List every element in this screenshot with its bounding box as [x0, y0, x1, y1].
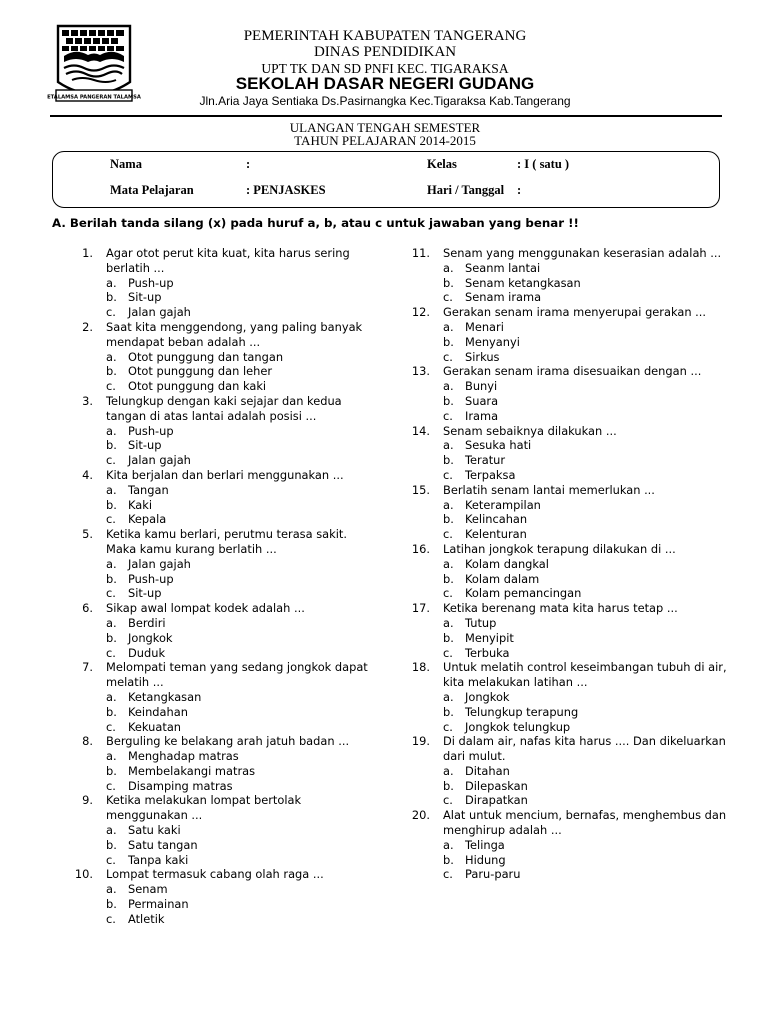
nama-label: Nama [110, 157, 142, 171]
answer-option[interactable] [395, 498, 730, 513]
option-text: Jongkok [465, 689, 510, 704]
option-text: Senam irama [465, 290, 542, 305]
question-text [58, 527, 378, 557]
option-letter: c. [106, 586, 116, 601]
answer-option[interactable] [395, 350, 730, 365]
option-letter: c. [106, 778, 116, 793]
answer-option[interactable] [395, 867, 730, 882]
question-number: 20. [411, 808, 430, 823]
question-item [395, 542, 730, 601]
option-text: Menyanyi [465, 334, 520, 349]
option-letter: b. [443, 778, 454, 793]
question-number: 17. [411, 601, 430, 616]
question-text [395, 305, 730, 320]
option-text: Menghadap matras [128, 749, 239, 764]
option-letter: b. [443, 571, 454, 586]
question-item [395, 734, 730, 808]
answer-option[interactable] [58, 823, 378, 838]
question-prompt: Gerakan senam irama menyerupai gerakan ... [443, 305, 707, 320]
answer-option[interactable] [395, 453, 730, 468]
question-number: 11. [411, 246, 430, 260]
option-text: Push-up [128, 423, 174, 438]
option-text: Senam [128, 882, 168, 897]
question-prompt: Lompat termasuk cabang olah raga ... [106, 867, 324, 882]
question-item [395, 483, 730, 542]
answer-option[interactable] [395, 646, 730, 661]
answer-option[interactable] [395, 468, 730, 483]
option-text: Dilepaskan [465, 778, 528, 793]
option-letter: c. [443, 349, 453, 364]
option-text: Hidung [465, 852, 506, 867]
option-letter: c. [443, 290, 453, 305]
question-item [58, 246, 378, 320]
option-letter: c. [106, 911, 116, 926]
option-letter: b. [106, 897, 117, 912]
question-prompt: Berlatih senam lantai memerlukan ... [443, 482, 655, 497]
option-text: Disamping matras [128, 778, 233, 793]
answer-option[interactable] [395, 335, 730, 350]
mapel-value: : PENJASKES [246, 183, 326, 197]
option-letter: a. [106, 275, 117, 290]
option-letter: c. [443, 719, 453, 734]
option-letter: c. [443, 793, 453, 808]
option-text: Kaki [128, 497, 153, 512]
answer-option[interactable] [58, 305, 378, 320]
question-text [395, 246, 730, 261]
question-item [395, 246, 730, 305]
option-letter: b. [106, 364, 117, 379]
kelas-value: : I ( satu ) [517, 157, 570, 171]
option-text: Ketangkasan [128, 689, 202, 704]
option-text: Otot punggung dan leher [128, 364, 273, 379]
option-text: Paru-paru [465, 867, 521, 882]
answer-option[interactable] [58, 586, 378, 601]
answer-option[interactable] [395, 838, 730, 853]
question-item [58, 660, 378, 734]
answer-option[interactable] [58, 276, 378, 291]
option-text: Tanpa kaki [128, 852, 189, 867]
option-letter: b. [443, 393, 454, 408]
question-prompt: Alat untuk mencium, bernafas, menghembus dan menghirup adalah ... [443, 808, 727, 838]
option-letter: a. [106, 823, 117, 838]
option-text: Bunyi [465, 379, 498, 394]
option-text: Kelenturan [465, 527, 527, 542]
question-text [58, 394, 378, 424]
mapel-label: Mata Pelajaran [110, 183, 194, 197]
answer-option[interactable] [58, 379, 378, 394]
option-letter: a. [443, 379, 454, 394]
school-address: Jln.Aria Jaya Sentiaka Ds.Pasirnangka Kec.Tigaraksa Kab.Tangerang [199, 94, 571, 108]
option-letter: c. [106, 305, 116, 320]
option-letter: c. [106, 852, 116, 867]
question-text [58, 601, 378, 616]
option-letter: a. [106, 882, 117, 897]
question-prompt: Sikap awal lompat kodek adalah ... [106, 601, 305, 616]
answer-option[interactable] [395, 853, 730, 868]
question-prompt: Agar otot perut kita kuat, kita harus sering berlatih ... [106, 246, 350, 275]
question-number: 12. [411, 305, 430, 320]
answer-option[interactable] [58, 557, 378, 572]
answer-option[interactable] [58, 364, 378, 379]
answer-option[interactable] [58, 897, 378, 912]
option-text: Ditahan [465, 763, 510, 778]
option-text: Menyipit [465, 630, 514, 645]
question-number: 9. [82, 793, 93, 808]
answer-option[interactable] [395, 527, 730, 542]
answer-option[interactable] [58, 616, 378, 631]
school-name: SEKOLAH DASAR NEGERI GUDANG [235, 74, 535, 93]
option-text: Tutup [465, 615, 497, 630]
option-letter: b. [106, 438, 117, 453]
option-text: Sit-up [128, 586, 162, 601]
option-text: Atletik [128, 911, 165, 926]
question-text [395, 808, 730, 838]
question-number: 4. [82, 467, 93, 482]
question-number: 7. [82, 660, 93, 675]
district-emblem-logo [47, 22, 141, 106]
question-number: 18. [411, 660, 430, 675]
answer-option[interactable] [395, 261, 730, 276]
answer-option[interactable] [395, 616, 730, 631]
option-text: Keterampilan [465, 497, 541, 512]
question-prompt: Untuk melatih control keseimbangan tubuh di air, kita melakukan latihan ... [443, 660, 727, 690]
option-text: Terbuka [465, 645, 510, 660]
answer-option[interactable] [395, 320, 730, 335]
answer-option[interactable] [395, 512, 730, 527]
option-letter: a. [106, 556, 117, 571]
question-number: 5. [82, 527, 93, 542]
question-text [395, 542, 730, 557]
option-letter: c. [106, 645, 116, 660]
question-text [58, 468, 378, 483]
answer-option[interactable] [395, 438, 730, 453]
option-letter: a. [443, 556, 454, 571]
question-prompt: Telungkup dengan kaki sejajar dan kedua tangan di atas lantai adalah posisi ... [106, 393, 342, 423]
option-text: Kelincahan [465, 512, 528, 527]
question-text [58, 793, 378, 823]
question-number: 19. [411, 734, 430, 749]
option-letter: c. [443, 408, 453, 423]
question-prompt: Saat kita menggendong, yang paling banyak mendapat beban adalah ... [106, 319, 363, 349]
question-item [395, 601, 730, 660]
option-text: Kolam dalam [465, 571, 540, 586]
option-text: Otot punggung dan kaki [128, 379, 267, 394]
option-text: Kolam pemancingan [465, 586, 582, 601]
answer-option[interactable] [395, 793, 730, 808]
option-letter: c. [106, 719, 116, 734]
option-text: Jalan gajah [128, 305, 191, 320]
option-text: Irama [465, 408, 499, 423]
option-letter: a. [443, 763, 454, 778]
question-item [58, 320, 378, 394]
question-text [395, 364, 730, 379]
option-text: Sesuka hati [465, 438, 532, 453]
answer-option[interactable] [58, 779, 378, 794]
option-letter: a. [443, 837, 454, 852]
questions-column-left [58, 246, 378, 927]
option-text: Push-up [128, 275, 174, 290]
option-letter: c. [106, 512, 116, 527]
question-text [58, 867, 378, 882]
answer-option[interactable] [58, 690, 378, 705]
option-letter: c. [106, 453, 116, 468]
answer-option[interactable] [395, 557, 730, 572]
option-letter: b. [443, 334, 454, 349]
answer-option[interactable] [58, 424, 378, 439]
option-text: Menari [465, 319, 504, 334]
option-text: Telinga [465, 837, 505, 852]
question-text [58, 320, 378, 350]
kelas-label: Kelas [427, 157, 457, 171]
question-prompt: Latihan jongkok terapung dilakukan di ... [443, 541, 676, 556]
option-letter: a. [106, 423, 117, 438]
option-text: Tangan [128, 482, 169, 497]
option-letter: c. [106, 379, 116, 394]
option-text: Dirapatkan [465, 793, 528, 808]
option-letter: b. [106, 837, 117, 852]
answer-option[interactable] [58, 438, 378, 453]
option-text: Terpaksa [465, 467, 516, 482]
option-text: Kepala [128, 512, 167, 527]
question-prompt: Berguling ke belakang arah jatuh badan ... [106, 734, 350, 749]
option-text: Seanm lantai [465, 260, 541, 275]
answer-option[interactable] [395, 764, 730, 779]
option-letter: b. [106, 763, 117, 778]
answer-option[interactable] [395, 379, 730, 394]
answer-option[interactable] [58, 853, 378, 868]
answer-option[interactable] [58, 838, 378, 853]
option-letter: c. [443, 645, 453, 660]
option-text: Membelakangi matras [128, 763, 256, 778]
option-letter: a. [443, 689, 454, 704]
option-letter: b. [443, 852, 454, 867]
option-letter: c. [443, 467, 453, 482]
answer-option[interactable] [58, 705, 378, 720]
option-letter: c. [443, 867, 453, 882]
option-letter: b. [443, 704, 454, 719]
question-number: 15. [411, 482, 430, 497]
hari-label: Hari / Tanggal [427, 183, 505, 197]
option-letter: b. [106, 571, 117, 586]
letterhead-line-3: UPT TK DAN SD PNFI KEC. TIGARAKSA [261, 61, 509, 76]
option-letter: b. [443, 630, 454, 645]
exam-title: ULANGAN TENGAH SEMESTER [289, 120, 481, 135]
option-text: Senam ketangkasan [465, 275, 581, 290]
option-letter: b. [443, 453, 454, 468]
answer-option[interactable] [395, 705, 730, 720]
option-letter: b. [106, 704, 117, 719]
option-letter: b. [443, 512, 454, 527]
option-text: Berdiri [128, 615, 166, 630]
question-item [395, 660, 730, 734]
option-text: Jalan gajah [128, 453, 191, 468]
answer-option[interactable] [395, 690, 730, 705]
option-text: Sirkus [465, 349, 500, 364]
answer-option[interactable] [58, 290, 378, 305]
answer-option[interactable] [58, 453, 378, 468]
question-item [58, 601, 378, 660]
svg-text:ETALAMSA PANGERAN TALAMSA: ETALAMSA PANGERAN TALAMSA [47, 94, 141, 101]
question-text [395, 483, 730, 498]
answer-option[interactable] [58, 498, 378, 513]
option-text: Jongkok [128, 630, 173, 645]
option-text: Satu kaki [128, 823, 181, 838]
question-number: 3. [82, 393, 93, 408]
question-prompt: Melompati teman yang sedang jongkok dapat melatih ... [106, 660, 368, 690]
option-letter: b. [443, 275, 454, 290]
question-text [395, 424, 730, 439]
question-number: 14. [411, 423, 430, 438]
section-a-instruction: A. Berilah tanda silang (x) pada huruf a, b, atau c untuk jawaban yang benar !! [52, 216, 579, 230]
option-letter: a. [443, 260, 454, 275]
question-text [395, 734, 730, 764]
option-text: Permainan [128, 897, 189, 912]
option-text: Kekuatan [128, 719, 182, 734]
question-item [58, 867, 378, 926]
answer-option[interactable] [58, 483, 378, 498]
answer-option[interactable] [58, 720, 378, 735]
answer-option[interactable] [58, 631, 378, 646]
question-prompt: Ketika melakukan lompat bertolak menggunakan ... [106, 793, 302, 823]
question-item [58, 394, 378, 468]
option-letter: b. [106, 290, 117, 305]
question-text [58, 660, 378, 690]
question-item [395, 424, 730, 483]
question-prompt: Senam sebaiknya dilakukan ... [443, 423, 617, 438]
option-text: Otot punggung dan tangan [128, 349, 284, 364]
answer-option[interactable] [58, 350, 378, 365]
question-item [58, 527, 378, 601]
option-text: Kolam dangkal [465, 556, 549, 571]
option-letter: a. [106, 349, 117, 364]
option-letter: b. [106, 497, 117, 512]
question-item [395, 305, 730, 364]
nama-colon: : [246, 157, 251, 171]
option-letter: a. [443, 615, 454, 630]
question-item [58, 468, 378, 527]
option-letter: a. [106, 689, 117, 704]
letterhead-line-2: DINAS PENDIDIKAN [313, 44, 457, 60]
answer-option[interactable] [395, 290, 730, 305]
question-prompt: Kita berjalan dan berlari menggunakan ... [106, 467, 344, 482]
option-letter: a. [443, 319, 454, 334]
student-info-box [52, 151, 720, 208]
option-text: Suara [465, 393, 499, 408]
question-number: 13. [411, 364, 430, 379]
question-number: 2. [82, 319, 93, 334]
question-prompt: Ketika berenang mata kita harus tetap ... [443, 601, 678, 616]
option-letter: c. [443, 586, 453, 601]
option-letter: b. [106, 630, 117, 645]
answer-option[interactable] [58, 912, 378, 927]
answer-option[interactable] [58, 512, 378, 527]
questions-column-right [395, 246, 730, 882]
option-text: Sit-up [128, 290, 162, 305]
question-number: 8. [82, 734, 93, 749]
answer-option[interactable] [395, 779, 730, 794]
question-prompt: Ketika kamu berlari, perutmu terasa sakit. Maka kamu kurang berlatih ... [106, 527, 347, 556]
question-text [58, 734, 378, 749]
question-prompt: Senam yang menggunakan keserasian adalah ... [443, 246, 722, 260]
exam-year: TAHUN PELAJARAN 2014-2015 [294, 133, 476, 148]
question-prompt: Gerakan senam irama disesuaikan dengan ... [443, 364, 702, 379]
option-text: Sit-up [128, 438, 162, 453]
question-text [395, 601, 730, 616]
question-number: 10. [74, 867, 93, 882]
option-letter: a. [106, 615, 117, 630]
answer-option[interactable] [395, 631, 730, 646]
hari-value[interactable]: : [517, 183, 522, 197]
letterhead-line-1: PEMERINTAH KABUPATEN TANGERANG [243, 28, 527, 44]
question-item [58, 734, 378, 793]
header-divider [50, 115, 722, 117]
question-text [395, 660, 730, 690]
option-text: Jalan gajah [128, 556, 191, 571]
answer-option[interactable] [58, 749, 378, 764]
question-prompt: Di dalam air, nafas kita harus .... Dan dikeluarkan dari mulut. [443, 734, 726, 764]
answer-option[interactable] [395, 572, 730, 587]
option-letter: a. [106, 749, 117, 764]
question-item [395, 808, 730, 882]
question-item [395, 364, 730, 423]
question-number: 1. [82, 246, 93, 260]
option-text: Push-up [128, 571, 174, 586]
option-letter: a. [443, 438, 454, 453]
option-letter: a. [106, 482, 117, 497]
answer-option[interactable] [395, 276, 730, 291]
answer-option[interactable] [58, 882, 378, 897]
question-number: 16. [411, 541, 430, 556]
option-text: Jongkok telungkup [465, 719, 571, 734]
option-letter: a. [443, 497, 454, 512]
option-letter: c. [443, 527, 453, 542]
question-item [58, 793, 378, 867]
answer-option[interactable] [58, 646, 378, 661]
option-text: Satu tangan [128, 837, 198, 852]
answer-option[interactable] [58, 764, 378, 779]
answer-option[interactable] [395, 720, 730, 735]
answer-option[interactable] [58, 572, 378, 587]
option-text: Keindahan [128, 704, 188, 719]
question-number: 6. [82, 601, 93, 616]
answer-option[interactable] [395, 586, 730, 601]
option-text: Teratur [465, 453, 506, 468]
answer-option[interactable] [395, 409, 730, 424]
option-text: Duduk [128, 645, 166, 660]
question-text [58, 246, 378, 276]
option-text: Telungkup terapung [465, 704, 579, 719]
answer-option[interactable] [395, 394, 730, 409]
